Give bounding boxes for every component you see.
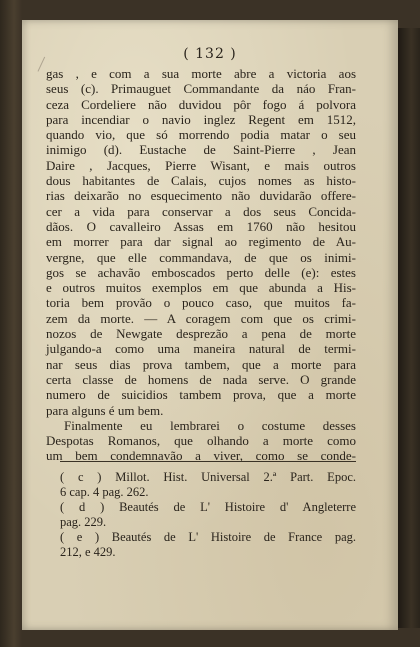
text-line: gos se achavão emboscados perto delle (e): estes xyxy=(46,264,356,280)
text-line: Despotas Romanos, que olhando a morte como xyxy=(46,433,356,449)
text-line: para incendiar o navio inglez Regent em 1512, xyxy=(46,111,356,127)
text-line: Daire , Jacques, Pierre Wisant, e mais outros xyxy=(46,157,356,173)
text-line: nozos de Newgate desprezão a pena de morte xyxy=(46,326,356,342)
text-line: em morrer para dar signal ao regimento de Au- xyxy=(46,234,356,250)
text-line: cer a vida para conservar a dos seus Concida- xyxy=(46,203,356,219)
footnote-c xyxy=(60,470,356,500)
text-line: rias deixarão no esquecimento não duvidarão offere- xyxy=(46,188,356,204)
footnote-e xyxy=(60,530,356,560)
text-line: vergne, que elle commandava, de que os inimi- xyxy=(46,249,356,265)
page-number: ( 132 ) xyxy=(183,46,237,62)
text-line: inimigo (d). Eustache de Saint-Pierre , Jean xyxy=(46,142,356,158)
footnote-divider xyxy=(60,461,356,462)
footnote-line: 212, e 429. xyxy=(60,545,116,559)
text-line: toria bem provão o pouco caso, que muitos fa- xyxy=(46,295,356,311)
text-line: julgando-a como uma maneira natural de termi- xyxy=(46,341,356,357)
text-line: e outros muitos exemplos em que abunda a His- xyxy=(46,280,356,296)
footnote-line: 6 cap. 4 pag. 262. xyxy=(60,485,149,499)
body-text xyxy=(46,66,356,464)
text-line: dous habitantes de Calais, cujos nomes as histo- xyxy=(46,173,356,189)
text-line: ceza Cordeliere não duvidou pôr fogo á polvora xyxy=(46,96,356,112)
footnote-line: ( c ) Millot. Hist. Universal 2.ª Part. Epoc. xyxy=(60,470,356,484)
text-line: um bem condemnavão a viver, como se conde- xyxy=(46,448,356,464)
footnotes xyxy=(60,470,356,560)
book-edge xyxy=(398,28,420,628)
text-line: Finalmente eu lembrarei o costume desses xyxy=(64,417,356,433)
text-line: para alguns é um bem. xyxy=(46,402,164,418)
text-line: numero de suicidios tambem prova, que a morte xyxy=(46,387,356,403)
text-line: seus (c). Primauguet Commandante da náo Fran- xyxy=(46,81,356,97)
text-line: dãos. O cavalleiro Assas em 1760 não hesitou xyxy=(46,218,356,234)
text-line: quando vio, que só morrendo podia matar o seu xyxy=(46,127,356,143)
footnote-line: ( e ) Beautés de L' Histoire de France pag. xyxy=(60,530,356,544)
text-line: zem da morte. — A coragem com que os crimi- xyxy=(46,310,356,326)
footnote-d xyxy=(60,500,356,530)
footnote-line: pag. 229. xyxy=(60,515,107,529)
text-line: certa classe de homens de nada serve. O grande xyxy=(46,371,356,387)
text-line: nar seus dias prova tambem, que a morte para xyxy=(46,356,356,372)
text-line: gas , e com a sua morte abre a victoria aos xyxy=(46,66,356,81)
footnote-line: ( d ) Beautés de L' Histoire d' Angleterre xyxy=(60,500,356,514)
